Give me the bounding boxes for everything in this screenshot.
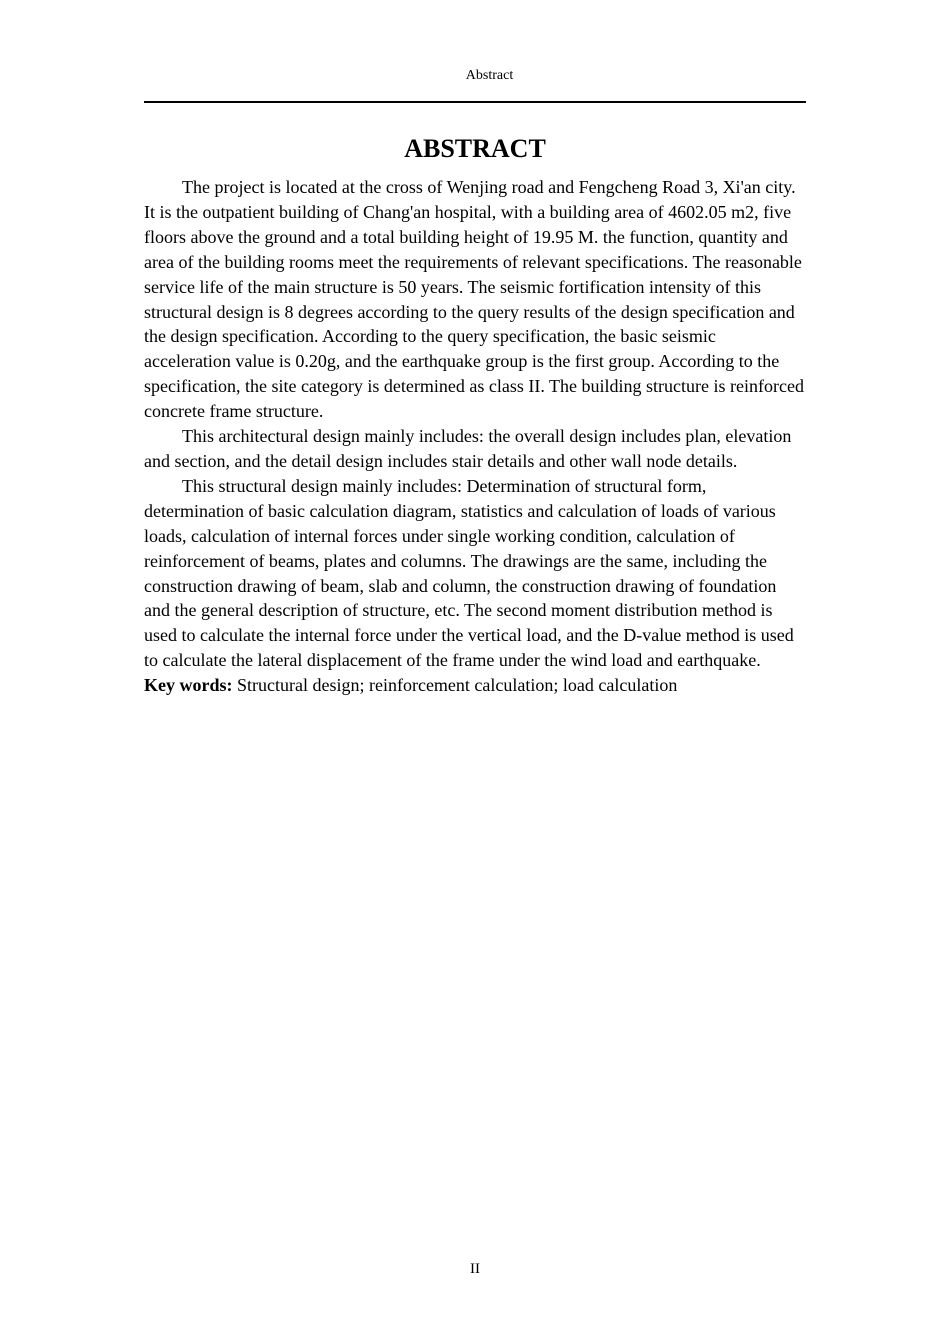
- header-rule: [144, 101, 806, 103]
- abstract-paragraph-1: The project is located at the cross of Wenjing road and Fengcheng Road 3, Xi'an city. It is the outpatient building of Chang'an hospital, with a building area of 4602.05 m2, five floors above the ground and a total building height of 19.95 M. the function, quantity and area of the building rooms meet the requirements of relevant specifications. The reasonable service life of the main structure is 50 years. The seismic fortification intensity of this structural design is 8 degrees according to the query results of the design specification and the design specification. According to the query specification, the basic seismic acceleration value is 0.20g, and the earthquake group is the first group. According to the specification, the site category is determined as class II. The building structure is reinforced concrete frame structure.: [144, 177, 804, 422]
- abstract-title: ABSTRACT: [404, 134, 546, 163]
- running-header: Abstract: [465, 68, 514, 83]
- keywords-label: Key words:: [144, 675, 233, 696]
- keywords-line: [144, 673, 806, 698]
- abstract-paragraph-2: This architectural design mainly includes: the overall design includes plan, elevation and section, and the detail design includes stair details and other wall node details.: [144, 426, 792, 471]
- keywords-value: Structural design; reinforcement calculation; load calculation: [232, 675, 678, 696]
- page-number: II: [470, 1261, 480, 1277]
- abstract-body: [144, 175, 806, 698]
- abstract-paragraph-3: This structural design mainly includes: Determination of structural form, determination of basic calculation diagram, statistics and calculation of loads of various loads, calculation of internal forces under single working condition, calculation of reinforcement of beams, plates and columns. The drawings are the same, including the construction drawing of beam, slab and column, the construction drawing of foundation and the general description of structure, etc. The second moment distribution method is used to calculate the internal force under the vertical load, and the D-value method is used to calculate the lateral displacement of the frame under the wind load and earthquake.: [144, 475, 794, 671]
